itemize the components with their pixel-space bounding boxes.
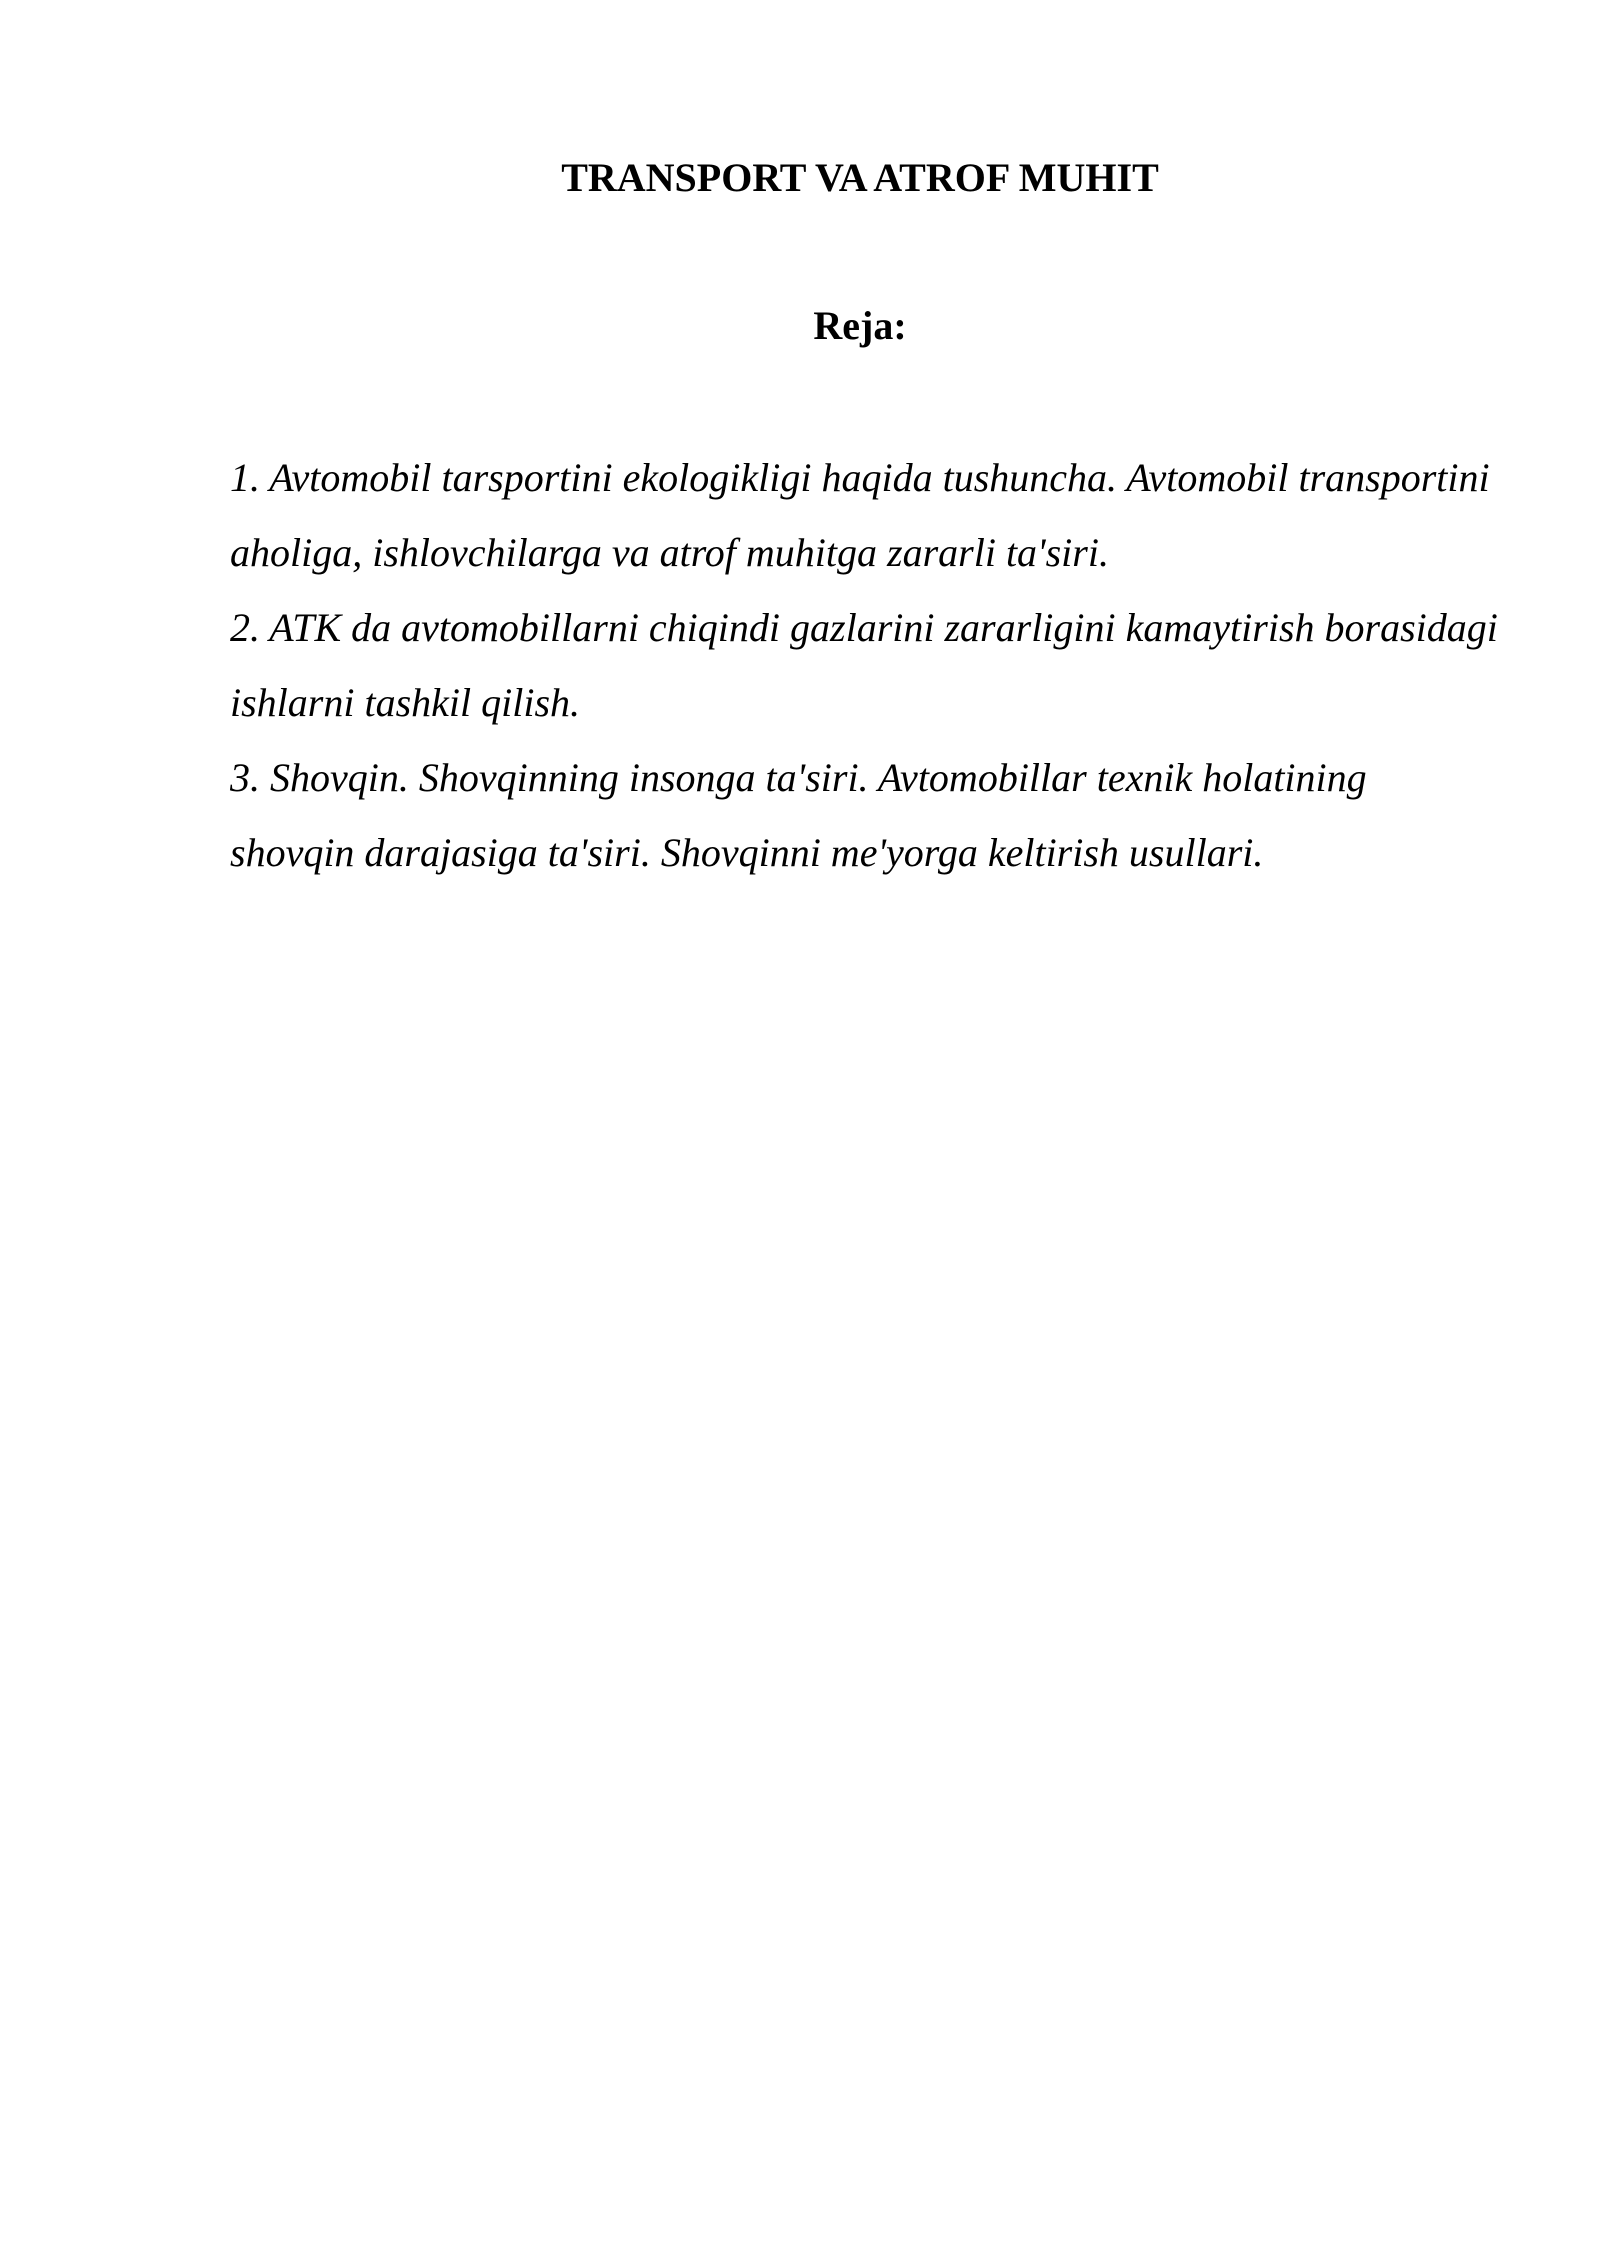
document-title: TRANSPORT VA ATROF MUHIT (561, 155, 1159, 200)
plan-list (230, 440, 1500, 890)
plan-heading: Reja: (813, 303, 907, 348)
plan-item-2: 2. ATK da avtomobillarni chiqindi gazlarini zararligini kamaytirish borasidagi ishlarni tashkil qilish. (230, 605, 1498, 725)
plan-item-3: 3. Shovqin. Shovqinning insonga ta'siri. Avtomobillar texnik holatining shovqin darajasiga ta'siri. Shovqinni me'yorga keltirish usullari. (230, 755, 1367, 875)
plan-item-1: 1. Avtomobil tarsportini ekologikligi haqida tushuncha. Avtomobil transportini aholiga, ishlovchilarga va atrof muhitga zararli ta'siri. (230, 455, 1490, 575)
